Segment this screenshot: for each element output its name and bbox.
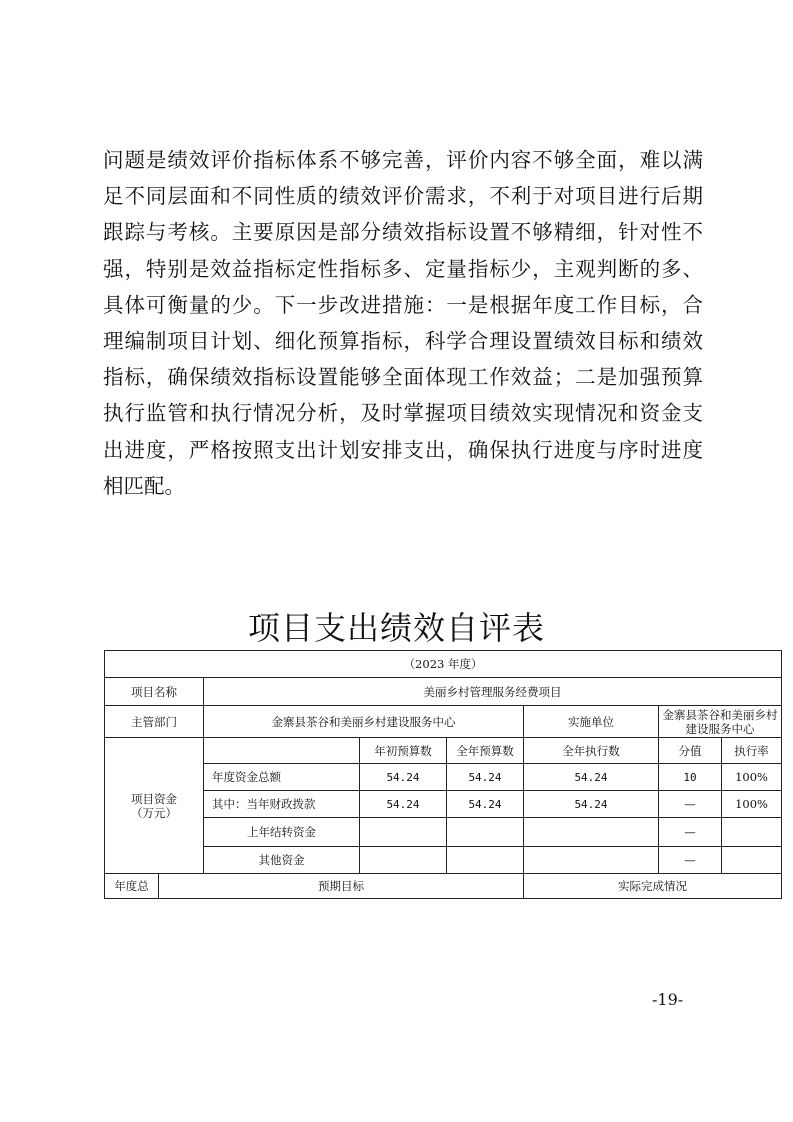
- paragraph-line: 执行监管和执行情况分析，及时掌握项目绩效实现情况和资金支: [103, 401, 703, 426]
- project-name-value: 美丽乡村管理服务经费项目: [204, 678, 782, 706]
- cell-rate: [722, 818, 782, 847]
- paragraph-line: 相匹配。: [103, 473, 185, 498]
- paragraph-line: 问题是绩效评价指标体系不够完善，评价内容不够全面，难以满: [103, 148, 703, 172]
- goal-expected-header: 预期目标: [159, 874, 524, 899]
- impl-unit-value: 金寨县茶谷和美丽乡村建设服务中心: [659, 706, 782, 738]
- year-note: （2023 年度）: [105, 651, 782, 678]
- body-paragraph: [103, 142, 703, 504]
- col-header: 全年预算数: [447, 738, 524, 764]
- dept-label: 主管部门: [105, 706, 204, 738]
- cell-rate: 100%: [722, 791, 782, 818]
- row-label: 年度资金总额: [204, 764, 360, 791]
- paragraph-line: 具体可衡量的少。下一步改进措施：一是根据年度工作目标，合: [103, 292, 703, 317]
- performance-table: [104, 650, 782, 899]
- funds-label-line2: （万元）: [131, 805, 177, 820]
- cell-annual: [447, 847, 524, 874]
- cell-score: 10: [659, 764, 722, 791]
- cell-executed: 54.24: [524, 764, 659, 791]
- page-number: -19-: [652, 990, 684, 1009]
- goal-actual-header: 实际完成情况: [524, 874, 782, 899]
- col-header: 年初预算数: [360, 738, 447, 764]
- cell-rate: 100%: [722, 764, 782, 791]
- funds-label: [105, 738, 204, 874]
- cell-initial: 54.24: [360, 791, 447, 818]
- paragraph-line: 指标，确保绩效指标设置能够全面体现工作效益；二是加强预算: [103, 365, 703, 390]
- cell-executed: 54.24: [524, 791, 659, 818]
- cell-initial: [360, 847, 447, 874]
- paragraph-line: 强，特别是效益指标定性指标多、定量指标少，主观判断的多、: [103, 256, 703, 281]
- cell-score: —: [659, 818, 722, 847]
- col-header: 全年执行数: [524, 738, 659, 764]
- cell-initial: 54.24: [360, 764, 447, 791]
- row-label: 其中：当年财政拨款: [204, 791, 360, 818]
- col-header: 执行率: [722, 738, 782, 764]
- row-label: 上年结转资金: [204, 818, 360, 847]
- goal-label: 年度总: [105, 874, 159, 899]
- project-name-label: 项目名称: [105, 678, 204, 706]
- col-header: 分值: [659, 738, 722, 764]
- dept-value: 金寨县茶谷和美丽乡村建设服务中心: [204, 706, 524, 738]
- cell-annual: 54.24: [447, 791, 524, 818]
- funds-label-line1: 项目资金: [131, 791, 177, 806]
- cell-executed: [524, 818, 659, 847]
- paragraph-line: 跟踪与考核。主要原因是部分绩效指标设置不够精细，针对性不: [103, 220, 703, 245]
- paragraph-line: 出进度，严格按照支出计划安排支出，确保执行进度与序时进度: [103, 437, 703, 462]
- cell-executed: [524, 847, 659, 874]
- impl-unit-label: 实施单位: [524, 706, 659, 738]
- header-blank: [204, 738, 360, 764]
- cell-annual: [447, 818, 524, 847]
- cell-initial: [360, 818, 447, 847]
- table-title: 项目支出绩效自评表: [247, 609, 545, 647]
- cell-rate: [722, 847, 782, 874]
- cell-score: —: [659, 847, 722, 874]
- cell-annual: 54.24: [447, 764, 524, 791]
- row-label: 其他资金: [204, 847, 360, 874]
- paragraph-line: 足不同层面和不同性质的绩效评价需求，不利于对项目进行后期: [103, 184, 703, 209]
- paragraph-line: 理编制项目计划、细化预算指标，科学合理设置绩效目标和绩效: [103, 328, 703, 353]
- cell-score: —: [659, 791, 722, 818]
